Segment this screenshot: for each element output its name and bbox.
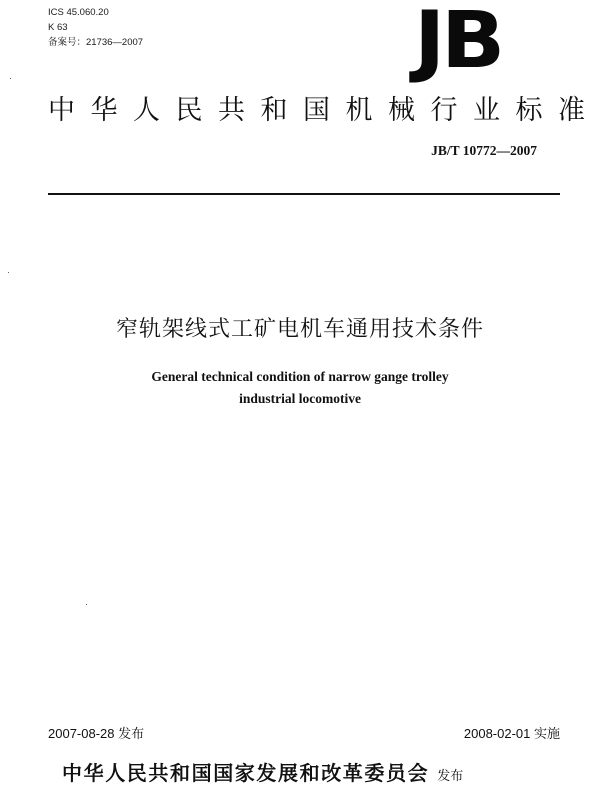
scan-speck bbox=[10, 78, 11, 79]
scan-speck bbox=[86, 604, 87, 605]
document-title-chinese: 窄轨架线式工矿电机车通用技术条件 bbox=[115, 317, 484, 342]
document-title-english-line-1: General technical condition of narrow gange trolley bbox=[151, 369, 449, 384]
issuer-line bbox=[62, 760, 562, 790]
jb-logo: JB bbox=[414, 0, 501, 86]
issuer-name: 中华人民共和国国家发展和改革委员会 bbox=[62, 761, 430, 785]
standard-name: 中华人民共和国机械行业标准 bbox=[48, 95, 600, 126]
issuer-suffix: 发布 bbox=[437, 769, 464, 784]
ccs-code: K 63 bbox=[48, 22, 68, 33]
implementation-date: 2008-02-01 实施 bbox=[463, 726, 560, 741]
ics-code: ICS 45.060.20 bbox=[48, 7, 109, 18]
issue-date: 2007-08-28 发布 bbox=[48, 726, 145, 741]
record-number: 备案号：21736—2007 bbox=[48, 37, 144, 48]
standard-code: JB/T 10772—2007 bbox=[431, 143, 537, 158]
document-title-english-line-2: industrial locomotive bbox=[239, 391, 361, 406]
header-divider bbox=[48, 193, 560, 195]
scan-speck bbox=[8, 272, 9, 273]
